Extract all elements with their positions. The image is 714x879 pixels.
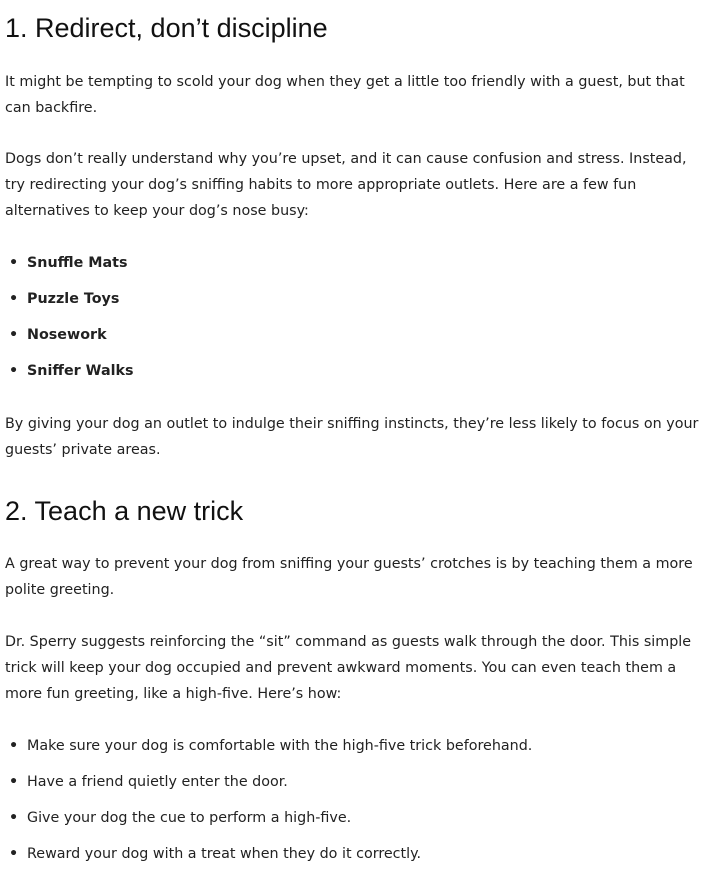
list-item (5, 733, 705, 769)
bullet-icon: • (9, 363, 19, 379)
bullet-icon: • (9, 291, 19, 307)
bullet-icon: • (9, 846, 19, 862)
list-item-text: Snuffle Mats (27, 255, 128, 271)
high-five-steps-list (5, 733, 705, 877)
bullet-icon: • (9, 738, 19, 754)
paragraph: Dogs don’t really understand why you’re upset, and it can cause confusion and stress. Instead, try redirecting your dog’s sniffing habits to more appropriate outlets. Here are a few fun alternatives to keep your dog’s nose busy: (5, 151, 687, 219)
list-item (5, 841, 705, 877)
paragraph: Dr. Sperry suggests reinforcing the “sit” command as guests walk through the door. This simple trick will keep your dog occupied and prevent awkward moments. You can even teach them a more fun greeting, like a high-five. Here’s how: (5, 634, 692, 702)
paragraph: A great way to prevent your dog from sniffing your guests’ crotches is by teaching them a more polite greeting. (5, 556, 693, 598)
list-item (5, 322, 705, 358)
list-item-text: Have a friend quietly enter the door. (27, 774, 288, 790)
list-item (5, 250, 705, 286)
section-heading: 1. Redirect, don’t discipline (5, 13, 328, 43)
bullet-icon: • (9, 810, 19, 826)
alternatives-list (5, 250, 705, 394)
list-item (5, 286, 705, 322)
list-item (5, 769, 705, 805)
list-item-text: Reward your dog with a treat when they do it correctly. (27, 846, 422, 862)
list-item-text: Sniffer Walks (27, 363, 134, 379)
paragraph: By giving your dog an outlet to indulge their sniffing instincts, they’re less likely to focus on your guests’ private areas. (5, 416, 699, 458)
bullet-icon: • (9, 255, 19, 271)
list-item-text: Nosework (27, 327, 107, 343)
section-heading: 2. Teach a new trick (5, 496, 244, 526)
list-item-text: Give your dog the cue to perform a high-five. (27, 810, 352, 826)
list-item-text: Puzzle Toys (27, 291, 120, 307)
list-item (5, 805, 705, 841)
paragraph: It might be tempting to scold your dog when they get a little too friendly with a guest, but that can backfire. (5, 74, 685, 116)
list-item-text: Make sure your dog is comfortable with the high-five trick beforehand. (27, 738, 533, 754)
list-item (5, 358, 705, 394)
bullet-icon: • (9, 774, 19, 790)
bullet-icon: • (9, 327, 19, 343)
